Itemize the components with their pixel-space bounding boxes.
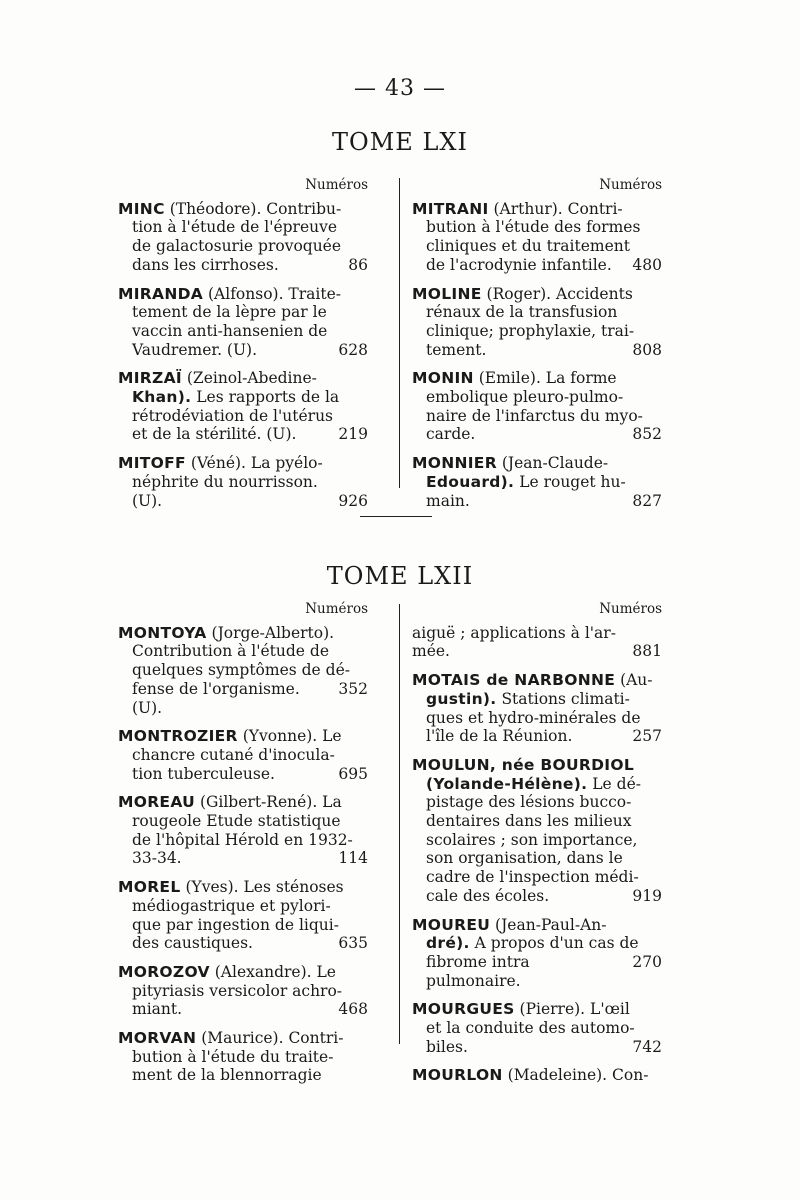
entry-line: naire de l'infarctus du myo- xyxy=(426,406,643,425)
entry-text: 33-34. xyxy=(132,849,182,868)
tome-lxi-left-column xyxy=(118,176,368,520)
entry-line: embolique pleuro-pulmo- xyxy=(426,388,624,407)
entry-number: 628 xyxy=(338,340,368,359)
column-divider xyxy=(399,178,400,488)
index-entry xyxy=(412,369,662,444)
index-entry xyxy=(412,671,662,746)
entry-line: vaccin anti-hansenien de xyxy=(132,321,328,340)
index-entry xyxy=(118,369,368,444)
author-name: MITOFF xyxy=(118,454,186,473)
entry-text: (Roger). Accidents xyxy=(486,284,633,303)
tome-lxii-left-column xyxy=(118,600,368,1095)
entry-first-line xyxy=(118,369,368,388)
entry-text: fibrome intra pulmonaire. xyxy=(426,952,530,990)
entry-text: des caustiques. xyxy=(132,934,253,953)
entry-number: 695 xyxy=(338,764,368,783)
tome-lxii-right-column xyxy=(412,600,662,1095)
entry-line: néphrite du nourrisson. xyxy=(132,472,318,491)
section-title-tome-lxii: TOME LXII xyxy=(326,562,474,590)
entry-line: rénaux de la transfusion xyxy=(426,303,618,322)
index-entry xyxy=(412,916,662,991)
entry-text: A propos d'un cas de xyxy=(474,934,639,953)
entry-first-line xyxy=(412,1066,662,1085)
entry-text: (Véné). La pyélo- xyxy=(190,454,323,473)
entry-line xyxy=(412,473,662,492)
entry-line: rétrodéviation de l'utérus xyxy=(132,406,334,425)
entry-first-line xyxy=(118,727,368,746)
index-entry xyxy=(412,454,662,510)
entry-line: scolaires ; son importance, xyxy=(426,830,638,849)
numeros-header: Numéros xyxy=(599,177,662,193)
index-entry xyxy=(412,1000,662,1056)
entry-last-line xyxy=(412,727,662,746)
entry-text: biles. xyxy=(426,1037,468,1056)
numeros-header: Numéros xyxy=(599,601,662,617)
entry-last-line xyxy=(118,341,368,360)
entry-line: ment de la blennorragie xyxy=(132,1066,322,1085)
index-entry xyxy=(118,878,368,953)
page-number: — 43 — xyxy=(354,76,446,101)
entry-line: chancre cutané d'inocula- xyxy=(132,745,335,764)
entry-last-line xyxy=(118,256,368,275)
entry-text: tion tuberculeuse. xyxy=(132,764,275,783)
entry-first-line xyxy=(412,454,662,473)
entry-number: 352 xyxy=(338,679,368,698)
entry-number: 742 xyxy=(632,1037,662,1056)
entry-text: main. xyxy=(426,491,470,510)
entry-text: et de la stérilité. (U). xyxy=(132,425,297,444)
entry-first-line xyxy=(412,285,662,304)
section-separator xyxy=(360,516,432,517)
entry-text: (Emile). La forme xyxy=(478,369,617,388)
entry-first-line xyxy=(412,671,662,690)
index-entry xyxy=(412,756,662,906)
index-entry xyxy=(118,454,368,510)
entry-line: cadre de l'inspection médi- xyxy=(426,868,639,887)
entry-last-line xyxy=(412,425,662,444)
entry-line: tement de la lèpre par le xyxy=(132,303,327,322)
entry-text: (Pierre). L'œil xyxy=(519,1000,630,1019)
entry-line: pistage des lésions bucco- xyxy=(426,793,632,812)
index-entry xyxy=(118,624,368,718)
entry-first-line xyxy=(412,200,662,219)
entry-first-line xyxy=(118,878,368,897)
entry-last-line xyxy=(118,1000,368,1019)
entry-number: 852 xyxy=(632,425,662,444)
entry-number: 926 xyxy=(338,491,368,510)
entry-text: (Alexandre). Le xyxy=(214,962,336,981)
author-name: MIRANDA xyxy=(118,284,204,303)
entry-text: dans les cirrhoses. xyxy=(132,255,279,274)
index-entry xyxy=(118,1029,368,1085)
entry-last-line xyxy=(118,765,368,784)
entry-last-line xyxy=(118,425,368,444)
entry-last-line xyxy=(118,492,368,511)
entry-text: (Gilbert-René). La xyxy=(199,793,342,812)
author-name: MOTAIS de NARBONNE xyxy=(412,671,616,690)
author-name: MOURGUES xyxy=(412,1000,515,1019)
author-name: MONNIER xyxy=(412,454,497,473)
index-entry xyxy=(412,1066,662,1085)
entry-text: Stations climati- xyxy=(501,689,630,708)
author-name: MOLINE xyxy=(412,284,482,303)
author-name-cont: gustin). xyxy=(426,689,497,708)
index-entry xyxy=(118,963,368,1019)
author-name: MIRZAÏ xyxy=(118,369,182,388)
entry-line: cliniques et du traitement xyxy=(426,237,630,256)
entry-text: (Yves). Les sténoses xyxy=(185,878,344,897)
entry-line: et la conduite des automo- xyxy=(426,1019,635,1038)
author-name: MOREL xyxy=(118,878,181,897)
entry-text: (Théodore). Contribu- xyxy=(169,199,342,218)
author-name: MOROZOV xyxy=(118,962,210,981)
entry-text: Vaudremer. (U). xyxy=(132,340,258,359)
author-name: MITRANI xyxy=(412,199,489,218)
entry-last-line xyxy=(412,887,662,906)
entry-last-line xyxy=(412,256,662,275)
index-entry xyxy=(412,200,662,275)
entry-number: 881 xyxy=(632,642,662,661)
section-title-tome-lxi: TOME LXI xyxy=(332,128,468,156)
entry-line: que par ingestion de liqui- xyxy=(132,915,339,934)
author-name: MOREAU xyxy=(118,793,196,812)
entry-text: (Jean-Paul-An- xyxy=(495,915,607,934)
entry-first-line xyxy=(118,1029,368,1048)
entry-last-line xyxy=(412,1038,662,1057)
author-name: MONTROZIER xyxy=(118,727,238,746)
entry-line: rougeole Etude statistique xyxy=(132,812,341,831)
entry-number: 468 xyxy=(338,1000,368,1019)
author-name-cont: (Yolande-Hélène). xyxy=(426,774,588,793)
entry-text: l'île de la Réunion. xyxy=(426,727,573,746)
author-name: MONTOYA xyxy=(118,623,207,642)
entry-text: miant. xyxy=(132,1000,183,1019)
entry-last-line xyxy=(412,953,662,990)
entry-last-line xyxy=(118,680,368,717)
entry-last-line xyxy=(412,341,662,360)
entry-text: (Maurice). Contri- xyxy=(201,1029,344,1048)
entry-text: tement. xyxy=(426,340,487,359)
entry-number: 86 xyxy=(348,255,368,274)
entry-line xyxy=(412,690,662,709)
entry-line: bution à l'étude du traite- xyxy=(132,1047,334,1066)
entry-text: fense de l'organisme. (U). xyxy=(132,679,300,717)
entry-text: Les rapports de la xyxy=(196,388,340,407)
entry-first-line xyxy=(118,963,368,982)
entry-first-line xyxy=(118,285,368,304)
numeros-header: Numéros xyxy=(305,601,368,617)
entry-text: carde. xyxy=(426,425,476,444)
entry-line: aiguë ; applications à l'ar- xyxy=(412,623,616,642)
index-entry xyxy=(412,285,662,360)
column-divider xyxy=(399,604,400,1044)
entry-text: (Au- xyxy=(620,671,653,690)
author-name: MINC xyxy=(118,199,165,218)
entry-text: Le rouget hu- xyxy=(519,472,626,491)
entry-text: (Yvonne). Le xyxy=(242,727,342,746)
entry-last-line xyxy=(118,934,368,953)
entry-line xyxy=(118,388,368,407)
entry-line: tion à l'étude de l'épreuve xyxy=(132,218,338,237)
entry-last-line xyxy=(118,849,368,868)
entry-text: (U). xyxy=(132,491,163,510)
entry-line: ques et hydro-minérales de xyxy=(426,708,641,727)
entry-line: quelques symptômes de dé- xyxy=(132,661,350,680)
tome-lxi-right-column xyxy=(412,176,662,520)
index-entry xyxy=(118,793,368,868)
author-name: MOURLON xyxy=(412,1066,503,1085)
entry-line: Contribution à l'étude de xyxy=(132,642,329,661)
entry-first-line xyxy=(412,916,662,935)
entry-line: mée. xyxy=(412,642,450,661)
entry-text: de l'acrodynie infantile. xyxy=(426,255,612,274)
author-name-cont: Edouard). xyxy=(426,472,515,491)
continued-entry xyxy=(412,624,662,661)
index-entry xyxy=(118,200,368,275)
author-name: MOULUN, née BOURDIOL xyxy=(412,755,635,774)
entry-number: 480 xyxy=(632,255,662,274)
entry-number: 257 xyxy=(632,727,662,746)
author-name: MORVAN xyxy=(118,1029,197,1048)
entry-last-line xyxy=(412,492,662,511)
author-name: MONIN xyxy=(412,369,474,388)
entry-text: (Arthur). Contri- xyxy=(493,199,623,218)
entry-number: 808 xyxy=(632,340,662,359)
entry-number: 827 xyxy=(632,491,662,510)
entry-number: 270 xyxy=(632,952,662,971)
author-name: MOUREU xyxy=(412,915,491,934)
entry-text: (Jorge-Alberto). xyxy=(211,623,335,642)
entry-first-line xyxy=(412,1000,662,1019)
entry-line: son organisation, dans le xyxy=(426,849,623,868)
entry-line: dentaires dans les milieux xyxy=(426,812,632,831)
index-entry xyxy=(118,727,368,783)
entry-line: clinique; prophylaxie, trai- xyxy=(426,321,635,340)
entry-text: Le dé- xyxy=(592,774,641,793)
index-entry xyxy=(118,285,368,360)
entry-number: 635 xyxy=(338,934,368,953)
entry-text: cale des écoles. xyxy=(426,886,550,905)
entry-number: 219 xyxy=(338,425,368,444)
entry-line: de galactosurie provoquée xyxy=(132,237,342,256)
entry-text: (Zeinol-Abedine- xyxy=(186,369,317,388)
entry-line xyxy=(412,775,662,794)
entry-line: pityriasis versicolor achro- xyxy=(132,981,343,1000)
entry-first-line xyxy=(118,200,368,219)
entry-text: (Alfonso). Traite- xyxy=(208,284,342,303)
entry-first-line xyxy=(118,454,368,473)
entry-text: (Jean-Claude- xyxy=(501,454,609,473)
author-name-cont: dré). xyxy=(426,934,470,953)
entry-line: médiogastrique et pylori- xyxy=(132,896,331,915)
entry-number: 919 xyxy=(632,886,662,905)
author-name-cont: Khan). xyxy=(132,388,192,407)
entry-number: 114 xyxy=(338,849,368,868)
entry-line xyxy=(412,934,662,953)
entry-first-line xyxy=(412,756,662,775)
entry-first-line xyxy=(412,369,662,388)
numeros-header: Numéros xyxy=(305,177,368,193)
entry-first-line xyxy=(118,624,368,643)
entry-first-line xyxy=(118,793,368,812)
entry-line: bution à l'étude des formes xyxy=(426,218,641,237)
entry-text: (Madeleine). Con- xyxy=(507,1066,649,1085)
entry-line: de l'hôpital Hérold en 1932- xyxy=(132,830,353,849)
